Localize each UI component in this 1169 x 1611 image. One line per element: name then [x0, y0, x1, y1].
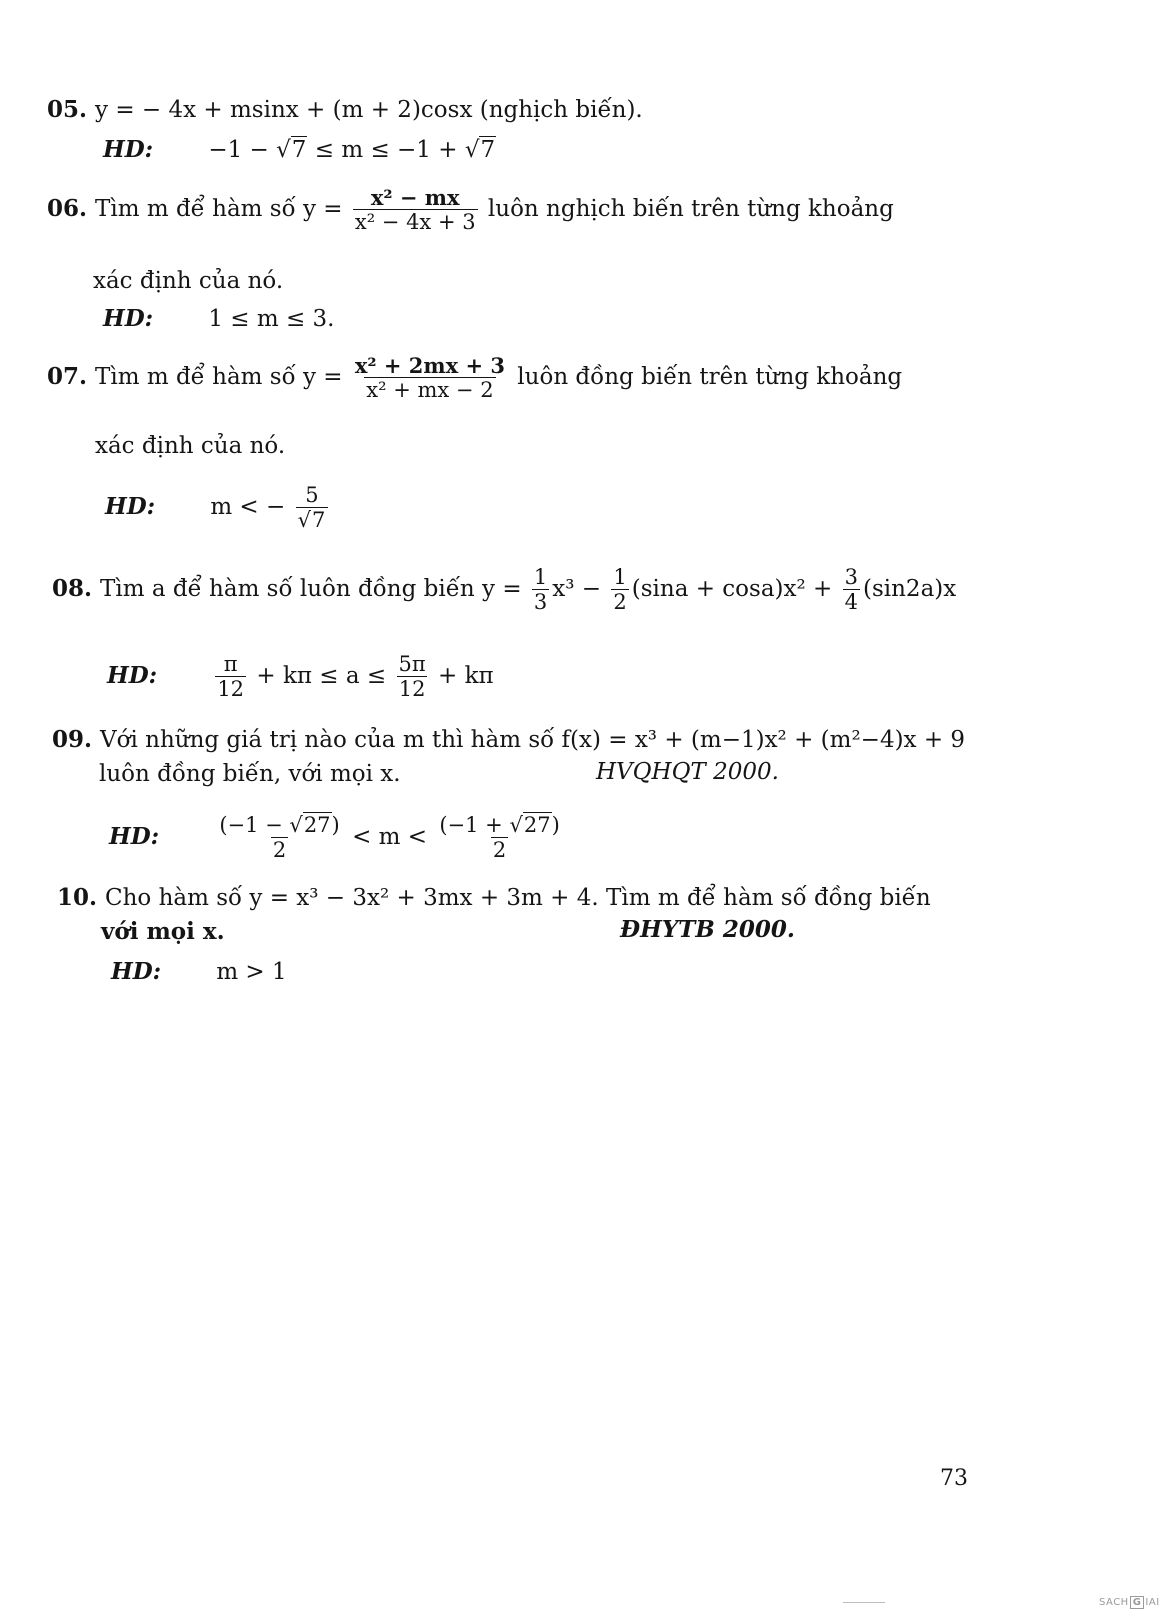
fraction-numerator: x² + 2mx + 3	[354, 353, 505, 378]
fraction-denominator: 3	[533, 590, 548, 614]
problem-number: 06.	[47, 195, 88, 223]
problem-06-line2: xác định của nó.	[93, 268, 284, 294]
sqrt-expression: √7	[276, 137, 307, 163]
fraction-denominator: x² − 4x + 3	[354, 210, 476, 235]
problem-07	[47, 354, 902, 402]
page-number: 73	[940, 1466, 968, 1491]
problem-text: Tìm m để hàm số y =	[95, 196, 343, 223]
hint-07	[105, 477, 331, 537]
problem-number: 08.	[52, 575, 93, 602]
problem-number: 07.	[47, 363, 88, 391]
fraction	[353, 186, 478, 234]
radicand: 27	[523, 812, 551, 837]
numerator-part: )	[551, 812, 560, 837]
fraction-denominator	[296, 507, 329, 532]
expression-term: (sina + cosa)x² +	[631, 576, 833, 602]
hint-part: + kπ	[437, 663, 494, 689]
problem-text: Cho hàm số y = x³ − 3x² + 3mx + 3m + 4. Tìm m để hàm số đồng biến	[105, 885, 931, 911]
problem-text: y = − 4x + msinx + (m + 2)cosx (nghịch biến).	[95, 97, 643, 123]
expression-term: x³ −	[552, 576, 602, 602]
radicand: 7	[312, 508, 326, 532]
source-reference: HVQHQT 2000.	[596, 759, 779, 785]
numerator-part: (−1 −	[219, 812, 283, 837]
hint-part: + kπ ≤ a ≤	[256, 663, 387, 689]
footer-rule	[843, 1602, 885, 1603]
watermark-logo: G	[1130, 1596, 1145, 1609]
hint-part: −1 −	[208, 137, 269, 163]
problem-09	[52, 726, 965, 754]
problem-text: Với những giá trị nào của m thì hàm số f(x) = x³ + (m−1)x² + (m²−4)x + 9	[100, 727, 966, 753]
hint-06	[103, 305, 335, 333]
problem-10-line2: với mọi x.	[101, 918, 225, 945]
hint-answer: m > 1	[216, 959, 287, 985]
source-reference: ĐHYTB 2000.	[620, 916, 795, 943]
fraction	[611, 566, 628, 614]
fraction	[437, 814, 561, 862]
fraction-denominator: x² + mx − 2	[366, 378, 494, 403]
fraction-numerator: π	[223, 651, 238, 676]
fraction-numerator: 3	[844, 564, 858, 589]
fraction-numerator: 5π	[398, 651, 426, 676]
problem-09-line2: luôn đồng biến, với mọi x.	[99, 761, 401, 787]
fraction	[296, 484, 329, 532]
radicand: 27	[303, 812, 331, 837]
fraction-denominator: 2	[613, 590, 627, 614]
hint-part: < m <	[352, 824, 428, 850]
fraction-numerator: x² − mx	[370, 185, 460, 210]
hint-05	[103, 136, 496, 164]
hint-label: HD:	[109, 823, 160, 850]
fraction-numerator: 1	[613, 564, 627, 589]
radicand: 7	[480, 137, 496, 163]
numerator-part: (−1 +	[439, 812, 503, 837]
hint-label: HD:	[105, 493, 156, 520]
problem-text: luôn đồng biến trên từng khoảng	[517, 364, 903, 391]
hint-08	[107, 651, 494, 701]
fraction	[353, 354, 507, 402]
fraction	[532, 566, 549, 614]
problem-number: 09.	[52, 726, 93, 753]
numerator-part: )	[331, 812, 340, 837]
hint-10	[111, 958, 287, 986]
problem-05	[47, 96, 643, 124]
watermark-text: SACH	[1099, 1597, 1129, 1608]
problem-text: Tìm a để hàm số luôn đồng biến y =	[100, 576, 522, 602]
fraction-denominator: 2	[272, 838, 287, 862]
fraction-denominator: 4	[844, 590, 858, 614]
hint-label: HD:	[103, 305, 154, 332]
radicand: 7	[291, 137, 307, 163]
hint-answer: 1 ≤ m ≤ 3.	[208, 306, 335, 332]
sqrt-expression: √27	[509, 812, 551, 837]
hint-part: ≤ m ≤ −1 +	[314, 137, 458, 163]
sqrt-expression: √7	[297, 508, 326, 532]
fraction	[397, 653, 428, 701]
fraction	[215, 653, 246, 701]
problem-08	[52, 564, 956, 614]
problem-10	[57, 884, 931, 912]
fraction	[217, 814, 341, 862]
problem-number: 05.	[47, 96, 88, 123]
sqrt-expression: √7	[464, 137, 496, 163]
fraction-numerator	[437, 814, 561, 837]
fraction-denominator: 12	[217, 677, 245, 701]
problem-text: Tìm m để hàm số y =	[95, 364, 343, 391]
hint-09	[109, 808, 565, 866]
fraction-numerator	[217, 814, 341, 837]
problem-06	[47, 186, 894, 234]
hint-label: HD:	[111, 958, 162, 985]
fraction-denominator: 12	[398, 677, 426, 701]
fraction-numerator: 5	[305, 482, 319, 507]
problem-number: 10.	[57, 884, 98, 911]
hint-part: m < −	[210, 494, 286, 520]
problem-text: luôn nghịch biến trên từng khoảng	[487, 196, 894, 223]
fraction-denominator: 2	[492, 838, 507, 862]
watermark	[1099, 1596, 1160, 1609]
fraction-numerator: 1	[533, 564, 548, 589]
sqrt-expression: √27	[289, 812, 331, 837]
fraction	[843, 566, 860, 614]
hint-label: HD:	[107, 662, 158, 689]
problem-07-line2: xác định của nó.	[95, 433, 286, 459]
expression-term: (sin2a)x	[862, 576, 957, 602]
hint-label: HD:	[103, 136, 154, 163]
watermark-text: IAI	[1145, 1597, 1160, 1608]
